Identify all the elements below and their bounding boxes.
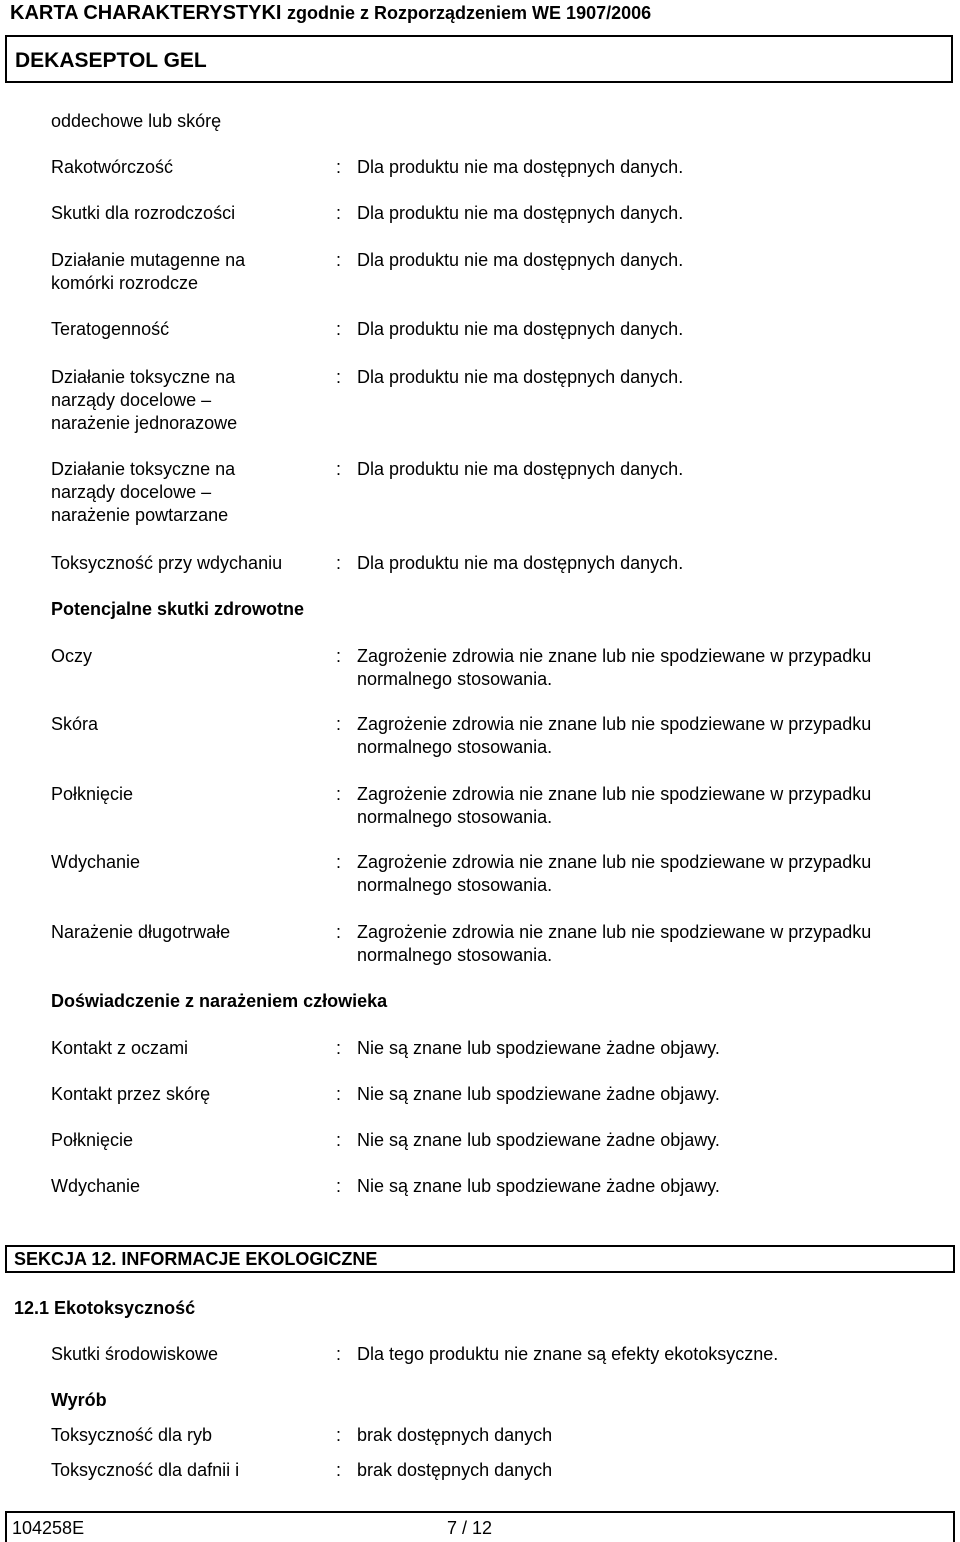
row-label-reproductive: Skutki dla rozrodczości (51, 203, 236, 223)
colon: : (336, 367, 342, 387)
colon: : (336, 250, 342, 270)
regulation-reference: zgodnie z Rozporządzeniem WE 1907/2006 (287, 3, 652, 23)
row-value-eyes (357, 645, 871, 691)
subsection-heading: 12.1 Ekotoksyczność (14, 1298, 196, 1318)
row-label-eyes: Oczy (51, 646, 93, 666)
row-label-inhalation-toxicity: Toksyczność przy wdychaniu (51, 553, 283, 573)
colon: : (336, 714, 342, 734)
row-value-ingestion-exp: Nie są znane lub spodziewane żadne objawy. (357, 1130, 720, 1150)
value-line: normalnego stosowania. (357, 807, 553, 827)
product-header-box (5, 35, 953, 83)
row-value-teratogenicity: Dla produktu nie ma dostępnych danych. (357, 319, 684, 339)
human-experience-heading: Doświadczenie z narażeniem człowieka (51, 991, 388, 1011)
colon: : (336, 203, 342, 223)
label-line: narażenie jednorazowe (51, 413, 238, 433)
colon: : (336, 784, 342, 804)
colon: : (336, 553, 342, 573)
row-value-inhalation-toxicity: Dla produktu nie ma dostępnych danych. (357, 553, 684, 573)
colon: : (336, 1460, 342, 1480)
row-label-inhalation: Wdychanie (51, 852, 141, 872)
colon: : (336, 319, 342, 339)
row-label-ingestion-exp: Połknięcie (51, 1130, 134, 1150)
row-value-skin (357, 713, 871, 759)
continued-label: oddechowe lub skórę (51, 111, 222, 131)
product-name: DEKASEPTOL GEL (15, 49, 207, 72)
row-value-eye-contact: Nie są znane lub spodziewane żadne objawy. (357, 1038, 720, 1058)
row-label-inhalation-exp: Wdychanie (51, 1176, 141, 1196)
row-label-skin-contact: Kontakt przez skórę (51, 1084, 211, 1104)
page-number: 7 / 12 (447, 1518, 493, 1538)
label-line: narażenie powtarzane (51, 505, 229, 525)
value-line: normalnego stosowania. (357, 669, 553, 689)
document-code: 104258E (12, 1518, 85, 1538)
row-label-daphnia-toxicity: Toksyczność dla dafnii i (51, 1460, 240, 1480)
colon: : (336, 646, 342, 666)
row-label-env-effects: Skutki środowiskowe (51, 1344, 219, 1364)
label-line: narządy docelowe – (51, 482, 212, 502)
section-title: SEKCJA 12. INFORMACJE EKOLOGICZNE (14, 1249, 378, 1269)
row-value-mutagenicity: Dla produktu nie ma dostępnych danych. (357, 250, 684, 270)
row-label-carcinogenicity: Rakotwórczość (51, 157, 174, 177)
document-title (10, 2, 651, 25)
row-label-stot-single (51, 366, 237, 435)
row-label-ingestion: Połknięcie (51, 784, 134, 804)
label-line: Działanie mutagenne na (51, 250, 246, 270)
row-value-stot-repeated: Dla produktu nie ma dostępnych danych. (357, 459, 684, 479)
colon: : (336, 1038, 342, 1058)
value-line: Zagrożenie zdrowia nie znane lub nie spodziewane w przypadku (357, 922, 872, 942)
value-line: Zagrożenie zdrowia nie znane lub nie spodziewane w przypadku (357, 852, 872, 872)
row-value-fish-toxicity: brak dostępnych danych (357, 1425, 553, 1445)
value-line: normalnego stosowania. (357, 945, 553, 965)
value-line: normalnego stosowania. (357, 875, 553, 895)
document-type: KARTA CHARAKTERYSTYKI (10, 2, 282, 24)
row-value-daphnia-toxicity: brak dostępnych danych (357, 1460, 553, 1480)
value-line: Zagrożenie zdrowia nie znane lub nie spodziewane w przypadku (357, 646, 872, 666)
colon: : (336, 1425, 342, 1445)
row-label-teratogenicity: Teratogenność (51, 319, 170, 339)
row-label-eye-contact: Kontakt z oczami (51, 1038, 189, 1058)
product-heading: Wyrób (51, 1390, 107, 1410)
row-value-reproductive: Dla produktu nie ma dostępnych danych. (357, 203, 684, 223)
row-value-carcinogenicity: Dla produktu nie ma dostępnych danych. (357, 157, 684, 177)
label-line: Działanie toksyczne na (51, 459, 236, 479)
colon: : (336, 1130, 342, 1150)
value-line: Zagrożenie zdrowia nie znane lub nie spodziewane w przypadku (357, 714, 872, 734)
row-value-stot-single: Dla produktu nie ma dostępnych danych. (357, 367, 684, 387)
colon: : (336, 459, 342, 479)
label-line: narządy docelowe – (51, 390, 212, 410)
row-value-env-effects: Dla tego produktu nie znane są efekty ekotoksyczne. (357, 1344, 779, 1364)
label-line: komórki rozrodcze (51, 273, 199, 293)
row-label-fish-toxicity: Toksyczność dla ryb (51, 1425, 213, 1445)
colon: : (336, 157, 342, 177)
row-label-stot-repeated (51, 458, 235, 527)
footer (5, 1511, 955, 1542)
colon: : (336, 1176, 342, 1196)
row-value-inhalation-exp: Nie są znane lub spodziewane żadne objawy. (357, 1176, 720, 1196)
row-label-mutagenicity (51, 249, 245, 295)
colon: : (336, 852, 342, 872)
row-value-skin-contact: Nie są znane lub spodziewane żadne objawy. (357, 1084, 720, 1104)
row-label-chronic-exposure: Narażenie długotrwałe (51, 922, 231, 942)
value-line: Zagrożenie zdrowia nie znane lub nie spodziewane w przypadku (357, 784, 872, 804)
colon: : (336, 922, 342, 942)
row-value-inhalation (357, 851, 871, 897)
health-effects-heading: Potencjalne skutki zdrowotne (51, 599, 305, 619)
value-line: normalnego stosowania. (357, 737, 553, 757)
row-value-ingestion (357, 783, 871, 829)
label-line: Działanie toksyczne na (51, 367, 236, 387)
section-header-box (5, 1245, 955, 1273)
row-value-chronic-exposure (357, 921, 871, 967)
row-label-skin: Skóra (51, 714, 99, 734)
colon: : (336, 1084, 342, 1104)
colon: : (336, 1344, 342, 1364)
